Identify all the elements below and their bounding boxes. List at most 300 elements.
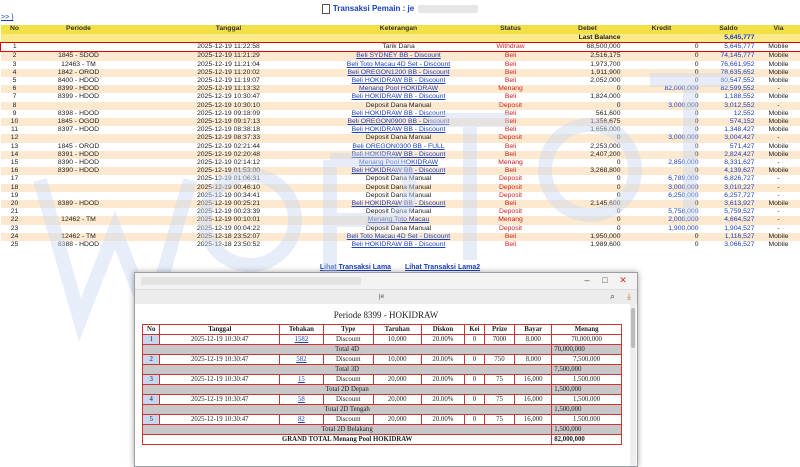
cell-tanggal-text: 2025-12-18 23:50:52	[197, 241, 260, 248]
cell-debet	[553, 85, 623, 93]
cell-kredit-text: 0	[695, 151, 699, 158]
bet-prize-text: 75	[496, 396, 503, 403]
bet-taruhan-text: 20,000	[388, 416, 407, 423]
table-row[interactable]	[1, 216, 800, 224]
detail-col-header: Type	[323, 325, 373, 335]
bet-diskon-text: 20.00%	[432, 376, 453, 383]
grand-total-label: GRAND TOTAL Menang Pool HOKIDRAW	[143, 435, 552, 445]
cell-no	[1, 61, 29, 69]
cell-tanggal	[129, 225, 329, 233]
cell-saldo-text: 12,552	[734, 110, 755, 117]
cell-ket	[329, 93, 469, 101]
cell-saldo	[701, 43, 757, 52]
cell-no	[1, 102, 29, 110]
cell-no	[1, 143, 29, 151]
cell-via-text: -	[777, 208, 779, 215]
table-row[interactable]	[1, 192, 800, 200]
cell-ket	[329, 208, 469, 216]
cell-saldo-text: 571,427	[730, 143, 755, 150]
cell-tanggal	[129, 77, 329, 85]
minimize-icon[interactable]: –	[579, 275, 595, 285]
bet-kei	[465, 395, 485, 405]
cell-periode	[29, 134, 129, 142]
cell-debet-text: 0	[617, 225, 621, 232]
table-row[interactable]	[1, 184, 800, 192]
last-balance-value: 5,645,777	[701, 34, 757, 43]
cell-periode-text: 8397 - HDOD	[58, 126, 99, 133]
cell-ket	[329, 43, 469, 52]
cell-tanggal	[129, 151, 329, 159]
bet-tebakan-text[interactable]: 82	[298, 416, 305, 423]
cell-saldo-text: 574,152	[730, 118, 755, 125]
cell-periode-text: 8388 - HDOD	[58, 241, 99, 248]
table-row[interactable]	[1, 208, 800, 216]
subtotal-row	[143, 425, 622, 435]
cell-kredit-text: 3,000,000	[668, 102, 698, 109]
keterangan-link[interactable]: Beli HOKIDRAW BB - Discount	[352, 93, 446, 100]
cell-tanggal-text: 2025-12-19 00:25:21	[197, 200, 260, 207]
cell-tanggal-text: 2025-12-19 10:30:47	[197, 93, 260, 100]
cell-saldo	[701, 175, 757, 183]
cell-debet	[553, 143, 623, 151]
table-row[interactable]	[1, 143, 800, 151]
keterangan-link[interactable]: Beli OREGON1200 BB - Discount	[348, 69, 450, 76]
cell-tanggal	[129, 52, 329, 61]
cell-no-text: 14	[11, 151, 19, 158]
subtotal-value: 1,500,000	[552, 405, 622, 415]
cell-debet-text: 1,911,900	[591, 69, 621, 76]
cell-tanggal	[129, 200, 329, 208]
table-row[interactable]	[1, 77, 800, 85]
bet-tebakan	[280, 335, 324, 345]
cell-ket	[329, 192, 469, 200]
cell-periode	[29, 52, 129, 61]
cell-saldo	[701, 85, 757, 93]
cell-tanggal-text: 2025-12-19 10:30:10	[197, 102, 260, 109]
cell-periode	[29, 151, 129, 159]
table-row[interactable]	[1, 175, 800, 183]
cell-debet-text: 0	[617, 85, 621, 92]
cell-debet	[553, 208, 623, 216]
bet-taruhan-text: 20,000	[388, 396, 407, 403]
cell-tanggal-text: 2025-12-19 00:23:39	[197, 208, 260, 215]
cell-via	[757, 85, 800, 93]
cell-via	[757, 143, 800, 151]
cell-saldo-text: 6,826,727	[724, 175, 754, 182]
cell-periode-text: 8399 - HDOD	[58, 85, 99, 92]
keterangan-link[interactable]: Beli HOKIDRAW BB - Discount	[352, 167, 446, 174]
cell-no-text: 3	[13, 61, 17, 68]
cell-debet-text: 2,253,000	[590, 143, 620, 150]
cell-no-text: 24	[11, 233, 19, 240]
cell-debet	[553, 184, 623, 192]
cell-via-text: Mobile	[768, 151, 788, 158]
bet-tanggal	[160, 355, 280, 365]
bet-bayar-text: 16,000	[524, 396, 543, 403]
cell-saldo-text: 3,613,927	[724, 200, 754, 207]
cell-no-text: 25	[11, 241, 19, 248]
cell-debet-text: 2,145,600	[590, 200, 620, 207]
cell-status	[469, 241, 553, 249]
cell-via-text: -	[777, 159, 779, 166]
cell-debet	[553, 126, 623, 134]
cell-saldo	[701, 167, 757, 175]
subtotal-label: Total 2D Tengah	[143, 405, 552, 415]
cell-periode-text: 1845 - OGOD	[58, 118, 100, 125]
cell-no	[1, 43, 29, 52]
cell-kredit-text: 1,900,000	[668, 225, 698, 232]
cell-ket	[329, 159, 469, 167]
table-row[interactable]	[1, 225, 800, 233]
bet-taruhan	[373, 375, 421, 385]
bet-kei	[465, 335, 485, 345]
cell-status-text: Menang	[498, 159, 523, 166]
popup-url[interactable]: je	[379, 293, 384, 300]
col-header: Periode	[29, 25, 129, 34]
close-icon[interactable]: ✕	[615, 275, 631, 286]
bet-tebakan-text[interactable]: 582	[296, 356, 306, 363]
bet-row	[143, 415, 622, 425]
cell-no-text: 15	[11, 159, 19, 166]
cell-ket	[329, 184, 469, 192]
cell-periode-text: 12463 - TM	[61, 61, 96, 68]
bet-bayar	[515, 415, 552, 425]
cell-tanggal	[129, 167, 329, 175]
cell-debet	[553, 151, 623, 159]
cell-saldo-text: 74,145,777	[720, 52, 754, 59]
cell-kredit	[623, 192, 701, 200]
cell-tanggal	[129, 118, 329, 126]
table-row[interactable]	[1, 241, 800, 249]
cell-no	[1, 216, 29, 224]
keterangan-link[interactable]: Menang Toto Macau	[368, 216, 429, 223]
cell-via-text: -	[777, 225, 779, 232]
cell-tanggal-text: 2025-12-19 02:20:48	[197, 151, 260, 158]
cell-kredit-text: 2,850,000	[668, 159, 698, 166]
cell-via-text: Mobile	[768, 126, 788, 133]
cell-periode-text: 8391 - HDOD	[58, 151, 99, 158]
cell-debet-text: 1,356,675	[590, 118, 620, 125]
keterangan-link[interactable]: Beli SYDNEY BB - Discount	[356, 52, 441, 59]
bet-kei	[465, 415, 485, 425]
cell-periode	[29, 159, 129, 167]
cell-no-text: 16	[11, 167, 19, 174]
cell-status	[469, 159, 553, 167]
keterangan-link[interactable]: Menang Pool HOKIDRAW	[359, 159, 438, 166]
cell-via-text: Mobile	[768, 93, 788, 100]
bet-tanggal-text: 2025-12-19 10:30:47	[191, 336, 249, 343]
bet-prize	[484, 415, 514, 425]
zoom-icon[interactable]: ⌕	[610, 291, 615, 302]
cell-tanggal	[129, 216, 329, 224]
cell-tanggal	[129, 208, 329, 216]
cell-via	[757, 110, 800, 118]
cell-via	[757, 69, 800, 77]
keterangan-link[interactable]: Beli HOKIDRAW BB - Discount	[352, 126, 446, 133]
bet-type	[323, 395, 373, 405]
cell-debet	[553, 159, 623, 167]
bet-tebakan-text[interactable]: 1582	[295, 336, 309, 343]
cell-no-text: 13	[11, 143, 19, 150]
detail-col-header: Prize	[484, 325, 514, 335]
cell-tanggal-text: 2025-12-19 02:14:12	[197, 159, 260, 166]
download-icon[interactable]: ⤓	[627, 291, 631, 302]
cell-no	[1, 85, 29, 93]
cell-tanggal-text: 2025-12-19 11:20:02	[197, 69, 260, 76]
table-row[interactable]	[1, 151, 800, 159]
cell-via	[757, 118, 800, 126]
cell-tanggal-text: 2025-12-19 00:46:10	[197, 184, 260, 191]
cell-via-text: Mobile	[768, 77, 788, 84]
cell-kredit-text: 5,758,000	[668, 208, 698, 215]
bet-bayar	[515, 395, 552, 405]
cell-saldo	[701, 126, 757, 134]
keterangan-link[interactable]: Beli HOKIDRAW BB - Discount	[352, 77, 446, 84]
cell-status	[469, 134, 553, 142]
cell-no	[1, 159, 29, 167]
cell-kredit	[623, 200, 701, 208]
cell-ket	[329, 225, 469, 233]
cell-status-text: Deposit	[499, 208, 522, 215]
cell-no	[1, 175, 29, 183]
cell-ket	[329, 126, 469, 134]
cell-tanggal-text: 2025-12-19 08:38:18	[197, 126, 260, 133]
cell-via	[757, 52, 800, 61]
cell-kredit	[623, 241, 701, 249]
cell-no-text: 17	[11, 175, 19, 182]
cell-saldo	[701, 61, 757, 69]
bet-no	[143, 415, 160, 425]
cell-debet	[553, 192, 623, 200]
cell-saldo	[701, 225, 757, 233]
keterangan-link[interactable]: Beli OREGON0300 BB - FULL	[352, 143, 444, 150]
keterangan-link[interactable]: Beli HOKIDRAW BB - Discount	[352, 151, 446, 158]
cell-kredit-text: 82,000,000	[664, 85, 698, 92]
table-row[interactable]	[1, 118, 800, 126]
cell-ket-text: Deposit Dana Manual	[366, 175, 431, 182]
cell-no	[1, 93, 29, 101]
cell-no	[1, 208, 29, 216]
keterangan-link[interactable]: Beli HOKIDRAW BB - Discount	[352, 110, 446, 117]
keterangan-link[interactable]: Beli Toto Macau 4D Set - Discount	[347, 233, 450, 240]
cell-via	[757, 61, 800, 69]
bet-prize-text: 75	[496, 416, 503, 423]
cell-status	[469, 118, 553, 126]
cell-via-text: -	[777, 216, 779, 223]
bet-kei-text: 0	[473, 416, 476, 423]
keterangan-link[interactable]: Beli OREGON0900 BB - Discount	[348, 118, 450, 125]
cell-via-text: Mobile	[768, 118, 788, 125]
bet-tebakan-text[interactable]: 15	[298, 376, 305, 383]
table-row[interactable]	[1, 43, 800, 52]
cell-status	[469, 233, 553, 241]
cell-saldo-text: 3,012,552	[724, 102, 754, 109]
bet-tebakan-text[interactable]: 58	[298, 396, 305, 403]
cell-debet	[553, 52, 623, 61]
bet-type	[323, 335, 373, 345]
cell-status	[469, 200, 553, 208]
cell-tanggal-text: 2025-12-19 00:10:01	[197, 216, 260, 223]
cell-periode-text: 12462 - TM	[61, 216, 96, 223]
cell-via-text: -	[777, 192, 779, 199]
old-transactions-link[interactable]: Lihat Transaksi Lama	[320, 264, 391, 271]
cell-via	[757, 102, 800, 110]
bet-tebakan	[280, 395, 324, 405]
cell-status-text: Beli	[505, 61, 516, 68]
cell-ket	[329, 241, 469, 249]
cell-kredit-text: 0	[695, 200, 699, 207]
subtotal-label: Total 4D	[143, 345, 552, 355]
back-link[interactable]: >> }	[1, 14, 13, 21]
bet-menang	[552, 415, 622, 425]
cell-saldo-text: 76,661,952	[720, 61, 754, 68]
table-row[interactable]	[1, 159, 800, 167]
table-row[interactable]	[1, 233, 800, 241]
cell-tanggal	[129, 61, 329, 69]
cell-debet-text: 0	[617, 175, 621, 182]
detail-col-header: Diskon	[421, 325, 465, 335]
last-balance-row	[1, 34, 800, 43]
cell-no	[1, 126, 29, 134]
cell-status	[469, 69, 553, 77]
cell-kredit	[623, 93, 701, 101]
cell-via-text: -	[777, 85, 779, 92]
cell-ket-text: Deposit Dana Manual	[366, 192, 431, 199]
table-row[interactable]	[1, 61, 800, 69]
cell-periode	[29, 93, 129, 101]
bet-tanggal-text: 2025-12-19 10:30:47	[191, 416, 249, 423]
bet-menang	[552, 375, 622, 385]
cell-status	[469, 61, 553, 69]
cell-status-text: Deposit	[499, 184, 522, 191]
bet-bayar-text: 16,000	[524, 416, 543, 423]
cell-saldo-text: 80,547,552	[720, 77, 754, 84]
table-row[interactable]	[1, 69, 800, 77]
cell-periode	[29, 208, 129, 216]
cell-saldo	[701, 143, 757, 151]
cell-status	[469, 102, 553, 110]
cell-ket-text: Deposit Dana Manual	[366, 184, 431, 191]
bet-bayar	[515, 335, 552, 345]
bet-prize-text: 7000	[493, 336, 507, 343]
cell-status-text: Beli	[505, 118, 516, 125]
cell-debet-text: 0	[617, 184, 621, 191]
cell-tanggal	[129, 93, 329, 101]
cell-debet	[553, 43, 623, 52]
cell-kredit-text: 0	[695, 233, 699, 240]
bet-prize	[484, 395, 514, 405]
subtotal-row	[143, 405, 622, 415]
cell-kredit-text: 0	[695, 167, 699, 174]
cell-via	[757, 126, 800, 134]
table-row[interactable]	[1, 134, 800, 142]
subtotal-value: 1,500,000	[552, 385, 622, 395]
bet-kei-text: 0	[473, 396, 476, 403]
detail-col-header: Menang	[552, 325, 622, 335]
table-row[interactable]	[1, 85, 800, 93]
detail-col-header: Kei	[465, 325, 485, 335]
cell-saldo-text: 1,904,527	[724, 225, 754, 232]
cell-tanggal-text: 2025-12-18 23:52:07	[197, 233, 260, 240]
cell-periode	[29, 77, 129, 85]
bet-row	[143, 375, 622, 385]
table-row[interactable]	[1, 126, 800, 134]
cell-status	[469, 110, 553, 118]
cell-saldo	[701, 102, 757, 110]
table-header	[1, 25, 800, 34]
cell-saldo-text: 1,116,527	[725, 233, 755, 240]
bet-bayar	[515, 375, 552, 385]
cell-tanggal	[129, 175, 329, 183]
keterangan-link[interactable]: Menang Pool HOKIDRAW	[359, 85, 438, 92]
table-row[interactable]	[1, 52, 800, 61]
cell-no-text: 9	[13, 110, 17, 117]
table-row[interactable]	[1, 93, 800, 101]
bet-bayar-text: 16,000	[524, 376, 543, 383]
cell-tanggal-text: 2025-12-19 11:21:04	[197, 61, 260, 68]
table-row[interactable]	[1, 110, 800, 118]
cell-saldo	[701, 241, 757, 249]
cell-saldo-text: 3,066,527	[724, 241, 754, 248]
bet-menang-text: 1,500,000	[573, 416, 600, 423]
cell-no-text: 5	[13, 77, 17, 84]
old-transactions-links	[0, 264, 800, 271]
table-row[interactable]	[1, 167, 800, 175]
cell-debet-text: 2,052,000	[590, 77, 620, 84]
cell-status	[469, 77, 553, 85]
cell-debet-text: 68,500,000	[586, 43, 620, 50]
cell-periode	[29, 167, 129, 175]
cell-tanggal	[129, 126, 329, 134]
bet-menang	[552, 335, 622, 345]
keterangan-link[interactable]: Beli Toto Macau 4D Set - Discount	[347, 61, 450, 68]
cell-debet	[553, 233, 623, 241]
popup-scrollbar[interactable]	[630, 304, 636, 466]
old-transactions-link-2[interactable]: Lihat Transaksi Lama2	[405, 264, 480, 271]
table-row[interactable]	[1, 200, 800, 208]
table-row[interactable]	[1, 102, 800, 110]
bet-bayar	[515, 355, 552, 365]
bet-taruhan	[373, 335, 421, 345]
keterangan-link[interactable]: Beli HOKIDRAW BB - Discount	[352, 200, 446, 207]
maximize-icon[interactable]: □	[597, 275, 613, 285]
bet-kei	[465, 355, 485, 365]
cell-no	[1, 200, 29, 208]
detail-col-header: Tanggal	[160, 325, 280, 335]
cell-tanggal-text: 2025-12-19 00:34:41	[197, 192, 260, 199]
cell-tanggal	[129, 241, 329, 249]
keterangan-link[interactable]: Beli HOKIDRAW BB - Discount	[352, 241, 446, 248]
popup-tab	[141, 277, 361, 285]
bet-diskon	[421, 355, 465, 365]
subtotal-value: 1,500,000	[552, 425, 622, 435]
col-header: Saldo	[701, 25, 757, 34]
bet-menang-text: 70,000,000	[571, 336, 602, 343]
cell-saldo-text: 82,599,552	[720, 85, 754, 92]
bet-kei	[465, 375, 485, 385]
cell-kredit	[623, 225, 701, 233]
cell-periode-text: 1845 - OROD	[58, 143, 100, 150]
cell-no	[1, 241, 29, 249]
cell-periode	[29, 110, 129, 118]
cell-status-text: Beli	[505, 52, 516, 59]
cell-debet	[553, 61, 623, 69]
cell-status-text: Beli	[505, 77, 516, 84]
bet-type-text: Discount	[336, 416, 361, 423]
cell-tanggal-text: 2025-12-19 11:22:58	[197, 43, 260, 50]
cell-debet-text: 1,989,600	[590, 241, 620, 248]
bet-menang-text: 1,500,000	[573, 396, 600, 403]
